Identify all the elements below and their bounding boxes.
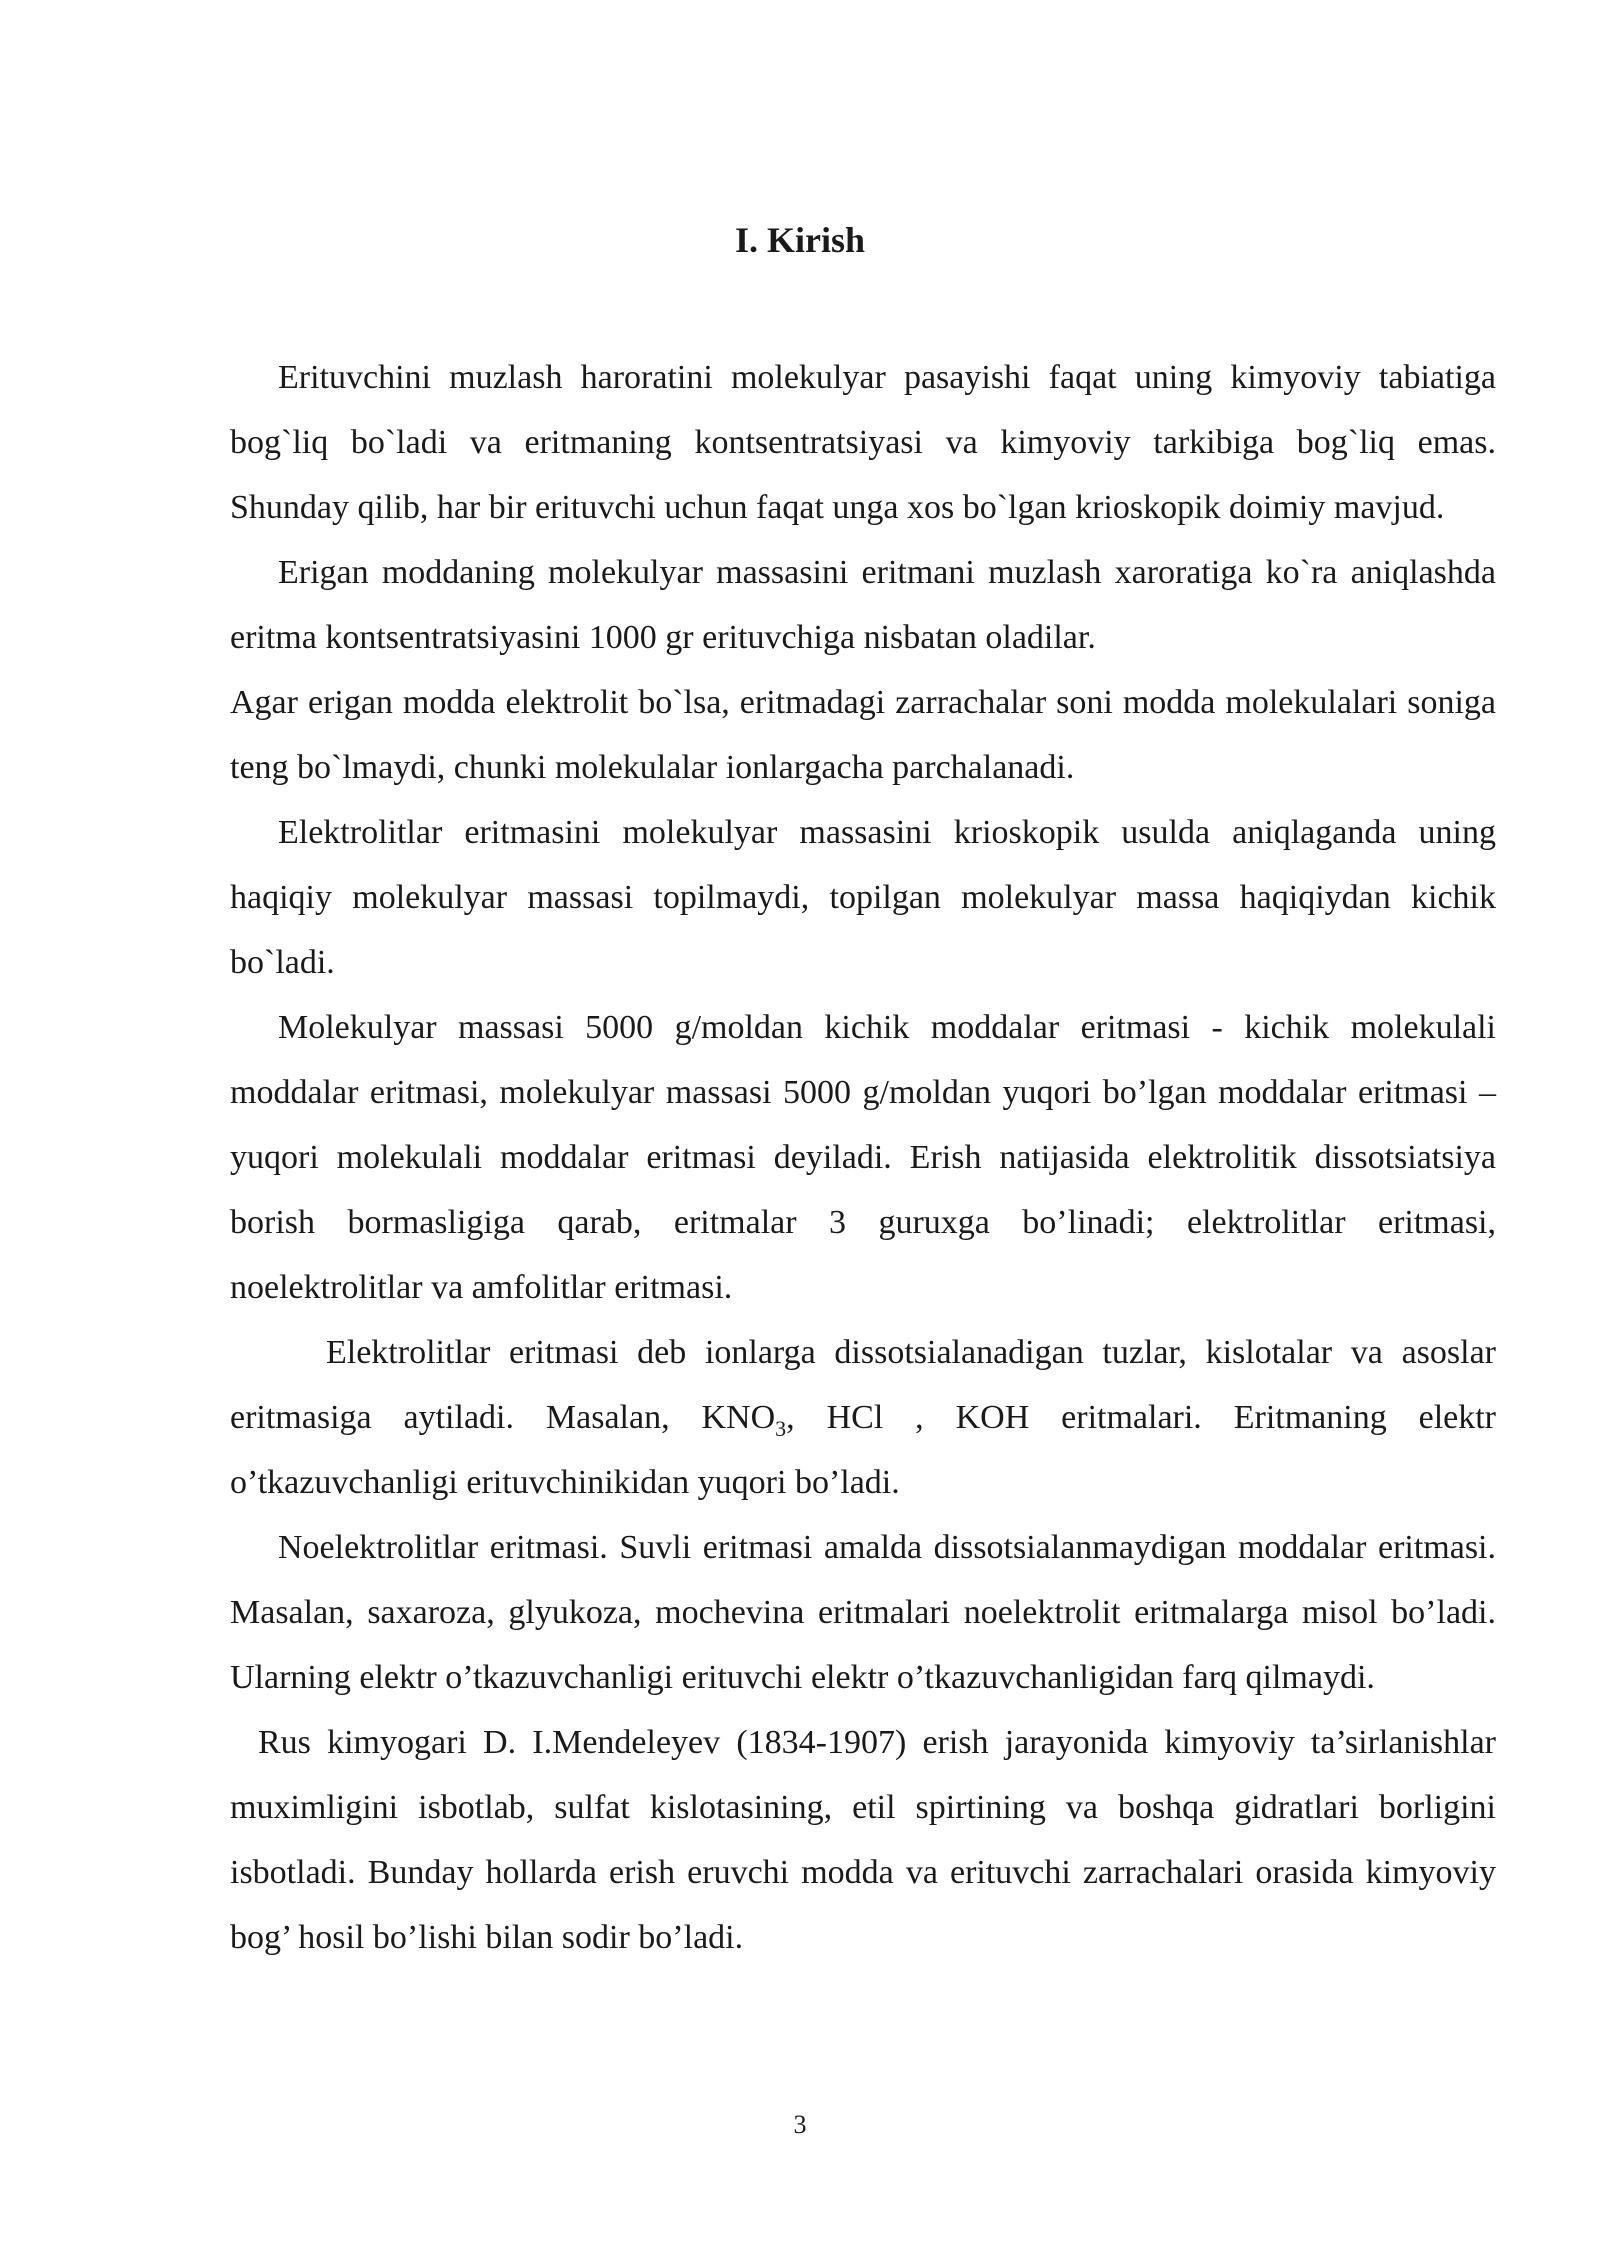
body-text — [230, 345, 1496, 1970]
paragraph-electrolyte-particles: Agar erigan modda elektrolit bo`lsa, eritmadagi zarrachalar soni modda molekulalari soniga teng bo`lmaydi, chunki molekulalar ionlargacha parchalanadi. — [230, 684, 1496, 786]
paragraph-electrolyte-solutions — [230, 1320, 1496, 1515]
subscript-3: 3 — [775, 1415, 787, 1441]
page-number: 3 — [793, 2110, 807, 2139]
paragraph-cryoscopic-constant: Erituvchini muzlash haroratini molekulyar pasayishi faqat uning kimyoviy tabiatiga bog`liq bo`ladi va eritmaning kontsentratsiyasi va kimyoviy tarkibiga bog`liq emas. Shunday qilib, har bir erituvchi uchun faqat unga xos bo`lgan krioskopik doimiy mavjud. — [230, 359, 1496, 526]
electrolyte-text-after: , HCl , KOH eritmalari. Eritmaning elektr o’tkazuvchanligi erituvchinikidan yuqori bo’ladi. — [230, 1399, 1497, 1501]
section-title: I. Kirish — [734, 220, 866, 260]
paragraph-mendeleyev: Rus kimyogari D. I.Mendeleyev (1834-1907) erish jarayonida kimyoviy ta’sirlanishlar muximligini isbotlab, sulfat kislotasining, etil spirtining va boshqa gidratlari borligini isbotladi. Bunday hollarda erish eruvchi modda va erituvchi zarrachalari orasida kimyoviy bog’ hosil bo’lishi bilan sodir bo’ladi. — [230, 1724, 1496, 1956]
paragraph-solution-classes: Molekulyar massasi 5000 g/moldan kichik moddalar eritmasi - kichik molekulali moddalar eritmasi, molekulyar massasi 5000 g/moldan yuqori bo’lgan moddalar eritmasi – yuqori molekulali moddalar eritmasi deyiladi. Erish natijasida elektrolitik dissotsiatsiya borish bormasligiga qarab, eritmalar 3 guruxga bo’linadi; elektrolitlar eritmasi, noelektrolitlar va amfolitlar eritmasi. — [230, 1009, 1496, 1306]
paragraph-electrolyte-mass: Elektrolitlar eritmasini molekulyar massasini krioskopik usulda aniqlaganda uning haqiqiy molekulyar massasi topilmaydi, topilgan molekulyar massa haqiqiydan kichik bo`ladi. — [230, 814, 1496, 981]
paragraph-nonelectrolytes: Noelektrolitlar eritmasi. Suvli eritmasi amalda dissotsialanmaydigan moddalar eritmasi. Masalan, saxaroza, glyukoza, mochevina eritmalari noelektrolit eritmalarga misol bo’ladi. Ularning elektr o’tkazuvchanligi erituvchi elektr o’tkazuvchanligidan farq qilmaydi. — [230, 1529, 1496, 1696]
electrolyte-text-before: Elektrolitlar eritmasi deb ionlarga dissotsialanadigan tuzlar, kislotalar va asoslar eritmasiga aytiladi. Masalan, KNO — [230, 1334, 1496, 1436]
paragraph-molecular-mass: Erigan moddaning molekulyar massasini eritmani muzlash xaroratiga ko`ra aniqlashda eritma kontsentratsiyasini 1000 gr erituvchiga nisbatan oladilar. — [230, 554, 1496, 656]
